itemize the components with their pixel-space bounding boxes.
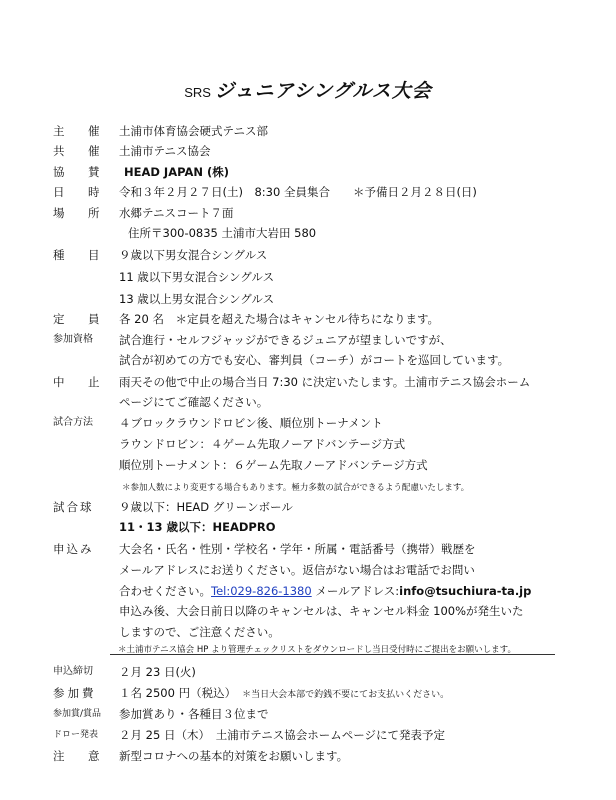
value-sponsor: HEAD JAPAN (株) <box>124 165 230 179</box>
value-prize: 参加賞あり・各種目３位まで <box>119 707 269 721</box>
title-main: ジュニアシングルス大会 <box>214 80 432 102</box>
value-co-organizer: 土浦市テニス協会 <box>119 144 211 158</box>
label-draw: ドロー発表 <box>53 730 99 740</box>
fee-note: ＊当日大会本部で釣銭不要にてお支払いください。 <box>242 690 450 700</box>
value-apply-4: 申込み後、大会日前日以降のキャンセルは、キャンセル料金 100%が発生いた <box>119 604 524 618</box>
checklist-note: ＊土浦市テニス協会 HP より管理チェックリストをダウンロードし当日受付時にご提出をお願いします。 <box>118 645 516 655</box>
label-venue: 場 所 <box>53 206 106 220</box>
value-eligibility-2: 試合が初めての方でも安心、審判員（コーチ）がコートを巡回しています。 <box>119 353 510 367</box>
value-event-3: 13 歳以上男女混合シングルス <box>119 292 275 306</box>
value-apply-3 <box>119 584 531 598</box>
apply-contact-text: 合わせください。 <box>119 584 211 598</box>
label-deadline: 申込締切 <box>53 666 93 677</box>
fee-amount: １名 2500 円（税込） <box>119 686 237 700</box>
tel-link[interactable]: Tel:029-826-1380 <box>211 584 312 598</box>
value-deadline: ２月 23 日(火) <box>119 665 196 679</box>
label-sponsor: 協 賛 <box>53 165 106 179</box>
value-fee <box>119 686 449 702</box>
divider <box>110 654 555 655</box>
value-organizer: 土浦市体育協会硬式テニス部 <box>119 124 269 138</box>
value-draw: ２月 25 日（木） 土浦市テニス協会ホームページにて発表予定 <box>119 728 446 742</box>
value-format-2: ラウンドロビン：４ゲーム先取ノーアドバンテージ方式 <box>119 437 406 451</box>
value-cancel-1: 雨天その他で中止の場合当日 7:30 に決定いたします。土浦市テニス協会ホーム <box>119 375 531 389</box>
label-caution: 注 意 <box>53 749 106 763</box>
label-cancel: 中 止 <box>53 375 106 389</box>
value-format-1: ４ブロックラウンドロビン後、順位別トーナメント <box>119 416 383 430</box>
label-ball: 試合球 <box>53 500 94 514</box>
format-note: ＊参加人数により変更する場合もあります。極力多数の試合ができるよう配慮いたします。 <box>122 483 470 493</box>
label-organizer: 主 催 <box>53 124 106 138</box>
value-eligibility-1: 試合進行・セルフジャッジができるジュニアが望ましいですが、 <box>119 333 452 347</box>
label-format: 試合方法 <box>53 417 93 428</box>
value-ball-1: ９歳以下：HEAD グリーンボール <box>119 500 293 514</box>
label-apply: 申込み <box>53 542 94 556</box>
label-datetime: 日 時 <box>53 185 106 199</box>
value-event-1: ９歳以下男女混合シングルス <box>119 248 268 262</box>
label-prize: 参加賞/賞品 <box>53 709 102 719</box>
value-capacity: 各 20 名 ＊定員を超えた場合はキャンセル待ちになります。 <box>119 312 440 326</box>
label-co-organizer: 共 催 <box>53 144 106 158</box>
value-event-2: 11 歳以下男女混合シングルス <box>119 270 275 284</box>
value-venue: 水郷テニスコート７面 <box>119 206 234 220</box>
label-events: 種 目 <box>53 248 106 262</box>
title-prefix: SRS <box>184 85 211 100</box>
mail-label: メールアドレス: <box>315 584 400 598</box>
value-caution: 新型コロナへの基本的対策をお願いします。 <box>119 749 349 763</box>
value-apply-1: 大会名・氏名・性別・学校名・学年・所属・電話番号（携帯）戦歴を <box>119 542 476 556</box>
value-apply-5: しますので、ご注意ください。 <box>119 625 280 639</box>
value-format-3: 順位別トーナメント：６ゲーム先取ノーアドバンテージ方式 <box>119 458 428 472</box>
mail-address[interactable]: info@tsuchiura-ta.jp <box>399 584 532 598</box>
label-capacity: 定 員 <box>53 312 106 326</box>
value-address: 住所〒300-0835 土浦市大岩田 580 <box>128 226 317 240</box>
page-title <box>0 76 616 103</box>
value-datetime: 令和３年２月２７日(土) 8:30 全員集合 ＊予備日２月２８日(日) <box>119 185 477 199</box>
label-eligibility: 参加資格 <box>53 334 93 345</box>
value-apply-2: メールアドレスにお送りください。返信がない場合はお電話でお問い <box>119 563 475 577</box>
value-ball-2: 11・13 歳以下：HEADPRO <box>119 520 276 534</box>
value-cancel-2: ページにてご確認ください。 <box>119 395 269 409</box>
label-fee: 参加費 <box>53 686 97 700</box>
